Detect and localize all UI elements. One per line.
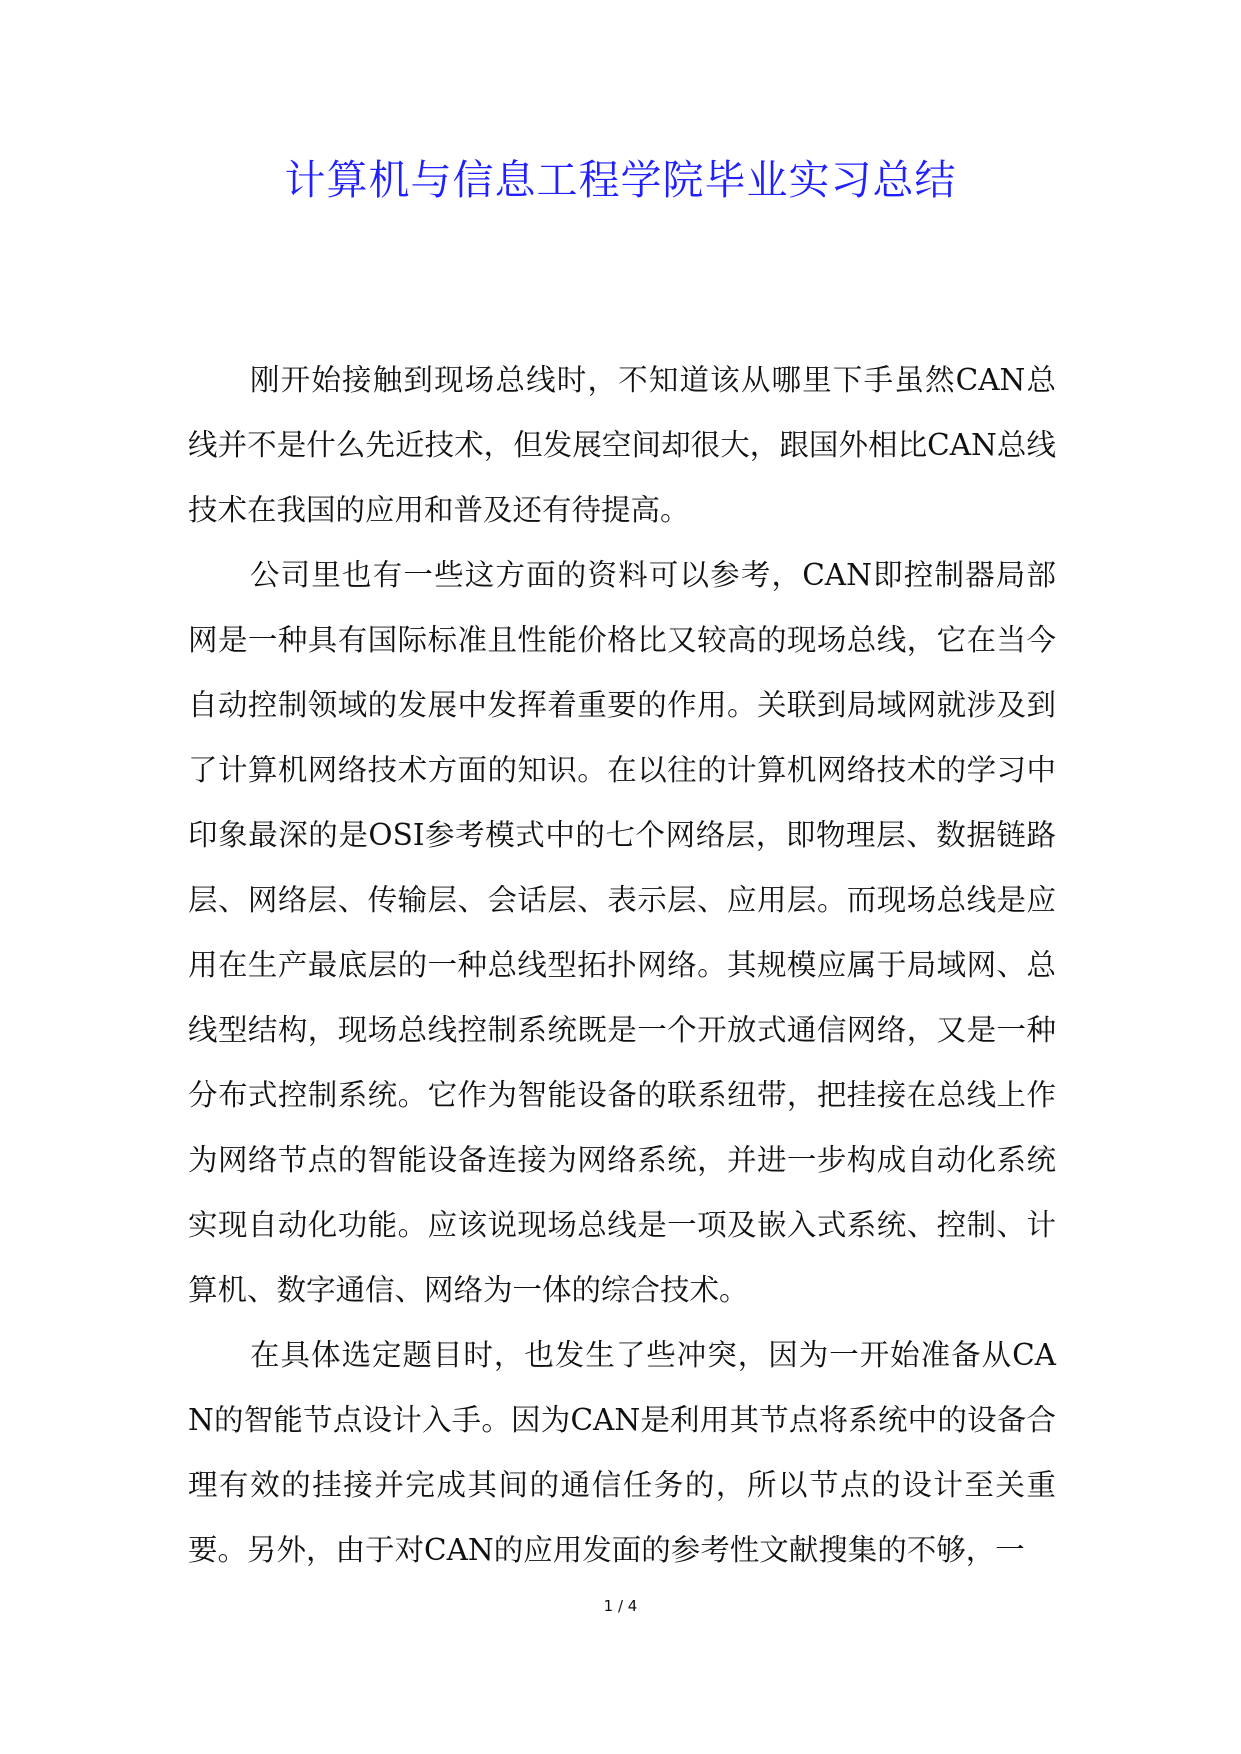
page-number: 1 / 4 [603, 1597, 638, 1615]
paragraph-3: 在具体选定题目时，也发生了些冲突，因为一开始准备从CAN的智能节点设计入手。因为CAN是利用其节点将系统中的设备合理有效的挂接并完成其间的通信任务的，所以节点的设计至关重要。另外，由于对CAN的应用发面的参考性文献搜集的不够，一 [188, 1338, 1056, 1567]
paragraph-2: 公司里也有一些这方面的资料可以参考，CAN即控制器局部网是一种具有国际标准且性能价格比又较高的现场总线，它在当今自动控制领域的发展中发挥着重要的作用。关联到局域网就涉及到了计算机网络技术方面的知识。在以往的计算机网络技术的学习中印象最深的是OSI参考模式中的七个网络层，即物理层、数据链路层、网络层、传输层、会话层、表示层、应用层。而现场总线是应用在生产最底层的一种总线型拓扑网络。其规模应属于局域网、总线型结构，现场总线控制系统既是一个开放式通信网络，又是一种分布式控制系统。它作为智能设备的联系纽带，把挂接在总线上作为网络节点的智能设备连接为网络系统，并进一步构成自动化系统实现自动化功能。应该说现场总线是一项及嵌入式系统、控制、计算机、数字通信、网络为一体的综合技术。 [188, 558, 1056, 1307]
document-title: 计算机与信息工程学院毕业实习总结 [284, 156, 957, 204]
document-body [188, 348, 1056, 1583]
paragraph-1: 刚开始接触到现场总线时，不知道该从哪里下手虽然CAN总线并不是什么先近技术，但发展空间却很大，跟国外相比CAN总线技术在我国的应用和普及还有待提高。 [188, 363, 1056, 527]
